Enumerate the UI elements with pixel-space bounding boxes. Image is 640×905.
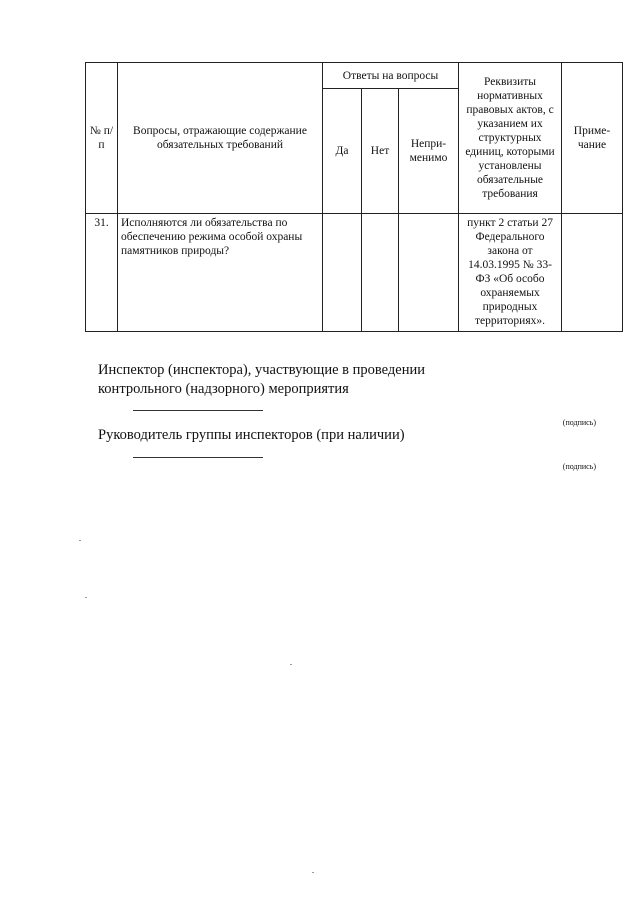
row-requisites: пункт 2 статьи 27 Федерального закона от 14.03.1995 № 33-ФЗ «Об особо охраняемых природных территориях». xyxy=(459,214,562,332)
scan-speck xyxy=(79,540,81,541)
header-note: Приме-чание xyxy=(562,63,623,214)
scan-speck xyxy=(85,597,87,598)
table-row xyxy=(86,214,623,332)
checklist-table xyxy=(85,62,623,332)
header-requisites: Реквизиты нормативных правовых актов, с указанием их структурных единиц, которыми установлены обязательные требования xyxy=(459,63,562,214)
header-questions: Вопросы, отражающие содержание обязательных требований xyxy=(118,63,323,214)
inspector-label-line-1: Инспектор (инспектора), участвующие в проведении xyxy=(98,362,425,378)
inspector-signature-caption: (подпись) xyxy=(562,418,596,427)
group-leader-signature-line[interactable] xyxy=(133,457,263,458)
group-leader-signature-caption: (подпись) xyxy=(562,462,596,471)
scan-speck xyxy=(312,872,314,873)
row-yes-cell[interactable] xyxy=(323,214,362,332)
group-leader-label: Руководитель группы инспекторов (при наличии) xyxy=(98,427,405,443)
header-not-applicable: Непри-менимо xyxy=(399,89,459,214)
row-not-applicable-cell[interactable] xyxy=(399,214,459,332)
header-yes: Да xyxy=(323,89,362,214)
row-number: 31. xyxy=(86,214,118,332)
inspector-label-line-2: контрольного (надзорного) мероприятия xyxy=(98,381,349,397)
header-answers: Ответы на вопросы xyxy=(323,63,459,89)
header-number: № п/п xyxy=(86,63,118,214)
row-no-cell[interactable] xyxy=(362,214,399,332)
inspector-signature-line[interactable] xyxy=(133,410,263,411)
header-no: Нет xyxy=(362,89,399,214)
row-question: Исполняются ли обязательства по обеспечению режима особой охраны памятников природы? xyxy=(118,214,323,332)
scan-speck xyxy=(290,664,292,665)
table-header-row-1 xyxy=(86,63,623,89)
row-note-cell[interactable] xyxy=(562,214,623,332)
